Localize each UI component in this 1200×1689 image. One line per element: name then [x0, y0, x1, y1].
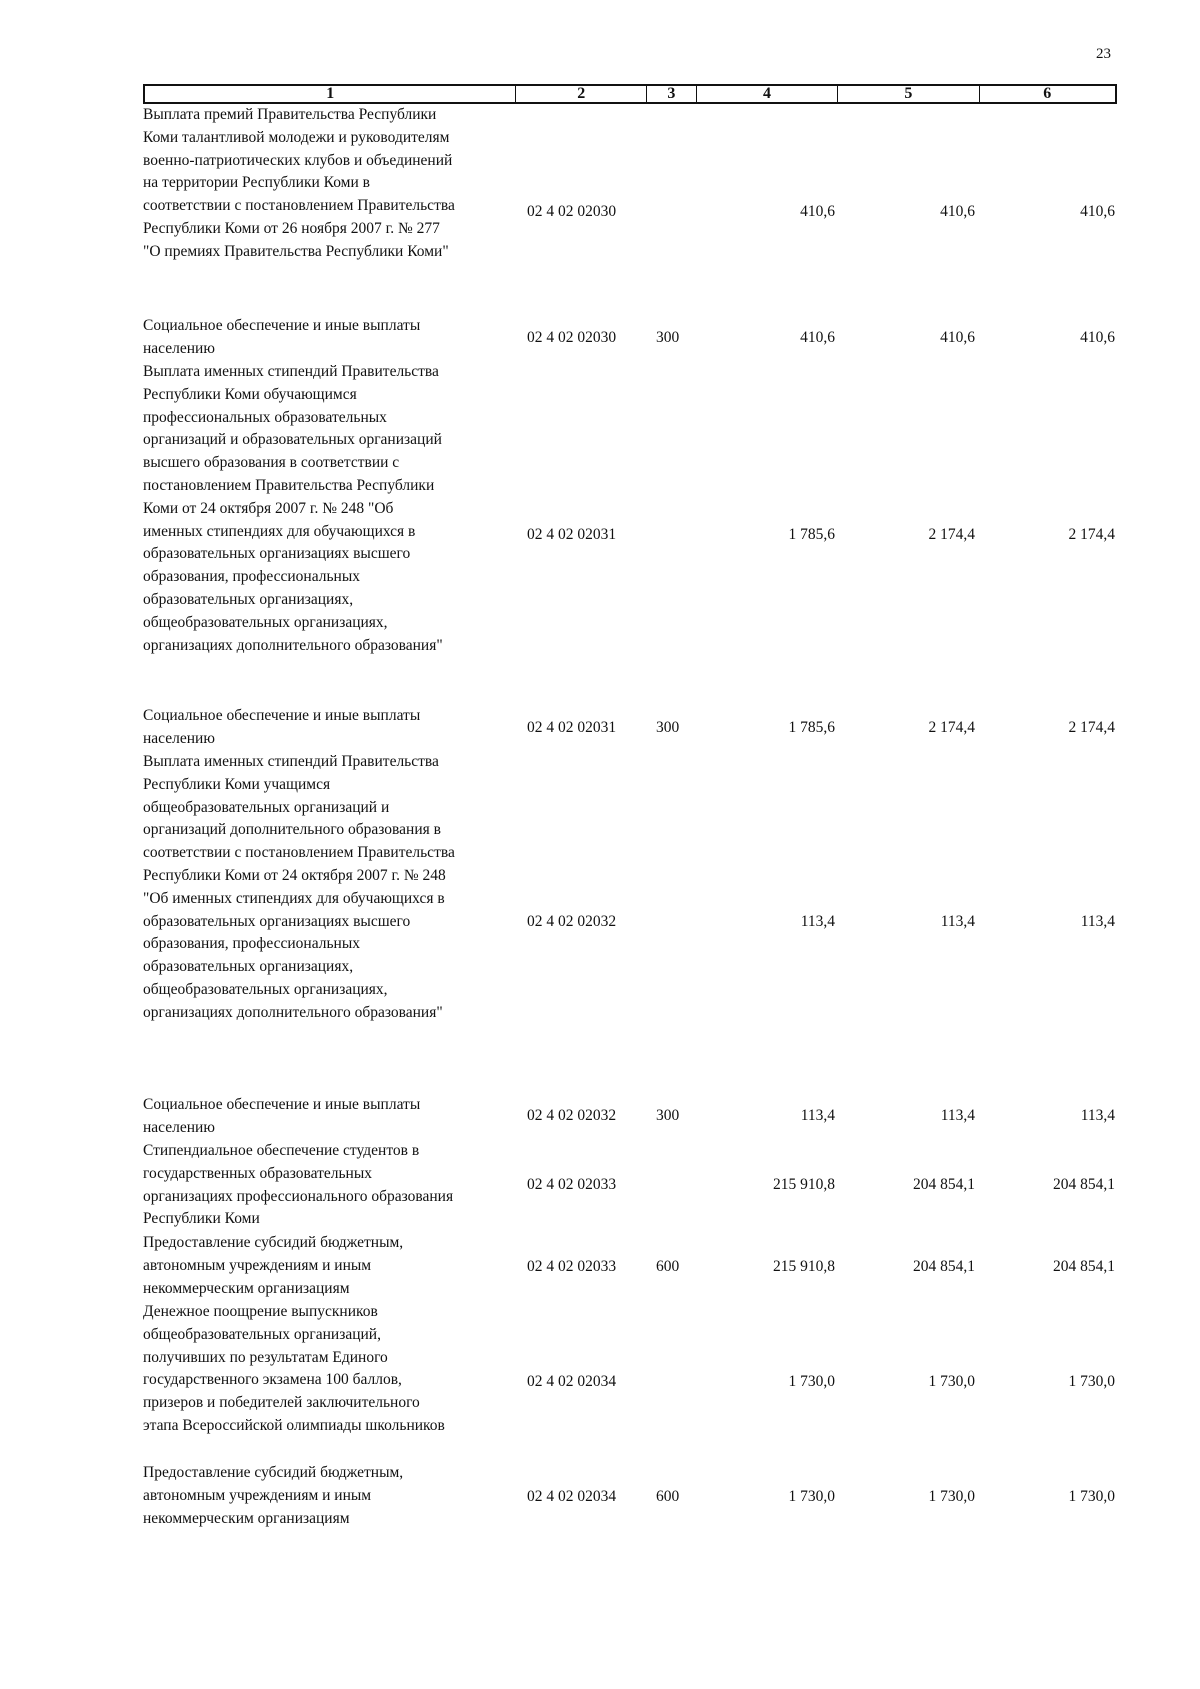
row-value-6: 113,4 — [1080, 913, 1115, 930]
row-value-5: 1 730,0 — [928, 1488, 975, 1505]
row-value-6: 113,4 — [1080, 1107, 1115, 1124]
row-value-6: 1 730,0 — [1068, 1373, 1115, 1390]
row-description: Предоставление субсидий бюджетным, автономным учреждениям и иным некоммерческим организациям — [143, 1464, 404, 1527]
row-value-6: 204 854,1 — [1053, 1176, 1115, 1193]
row-value-4: 1 785,6 — [788, 526, 835, 543]
row-value-6: 204 854,1 — [1053, 1258, 1115, 1275]
column-header-5: 5 — [838, 86, 979, 102]
row-description: Выплата премий Правительства Республики Коми талантливой молодежи и руководителям военно-патриотических клубов и объединений на территории Республики Коми в соответствии с постановлением Правительства Республики Коми от 26 ноября 2007 г. № 277 "О премиях Правительства Республики Коми" — [143, 106, 455, 260]
row-description: Выплата именных стипендий Правительства Республики Коми обучающимся профессиональных образовательных организаций и образовательных организаций высшего образования в соответствии с постановлением Правительства Республики Коми от 24 октября 2007 г. № 248 "Об именных стипендиях для обучающихся в образовательных организациях высшего образования, профессиональных образовательных организациях, общеобразовательных организациях, организациях дополнительного образования" — [143, 363, 443, 654]
row-description: Денежное поощрение выпускников общеобразовательных организаций, получивших по результатам Единого государственного экзамена 100 баллов, призеров и победителей заключительного этапа Всероссийской олимпиады школьников — [143, 1303, 445, 1434]
column-header-4: 4 — [697, 86, 838, 102]
row-expense-type: 600 — [656, 1488, 680, 1505]
row-code: 02 4 02 02032 — [527, 1107, 617, 1124]
row-expense-type: 300 — [656, 1107, 680, 1124]
row-value-4: 215 910,8 — [773, 1176, 835, 1193]
row-value-5: 410,6 — [940, 203, 975, 220]
row-description: Предоставление субсидий бюджетным, автономным учреждениям и иным некоммерческим организациям — [143, 1234, 404, 1297]
row-expense-type: 600 — [656, 1258, 680, 1275]
row-value-6: 410,6 — [1080, 203, 1115, 220]
column-header-6: 6 — [1043, 85, 1052, 102]
row-value-4: 113,4 — [800, 913, 835, 930]
column-header-row — [143, 84, 1117, 104]
row-value-4: 1 785,6 — [788, 719, 835, 736]
row-value-5: 1 730,0 — [928, 1373, 975, 1390]
row-value-5: 410,6 — [940, 329, 975, 346]
row-value-4: 1 730,0 — [788, 1373, 835, 1390]
row-value-5: 113,4 — [940, 1107, 975, 1124]
row-code: 02 4 02 02031 — [527, 719, 617, 736]
row-expense-type: 300 — [656, 719, 680, 736]
row-value-6: 2 174,4 — [1068, 719, 1115, 736]
column-header-2: 2 — [516, 86, 646, 102]
page-number: 23 — [1096, 46, 1111, 62]
row-code: 02 4 02 02033 — [527, 1258, 617, 1275]
row-code: 02 4 02 02030 — [527, 329, 617, 346]
row-code: 02 4 02 02030 — [527, 203, 617, 220]
row-value-4: 1 730,0 — [788, 1488, 835, 1505]
row-code: 02 4 02 02034 — [527, 1488, 617, 1505]
row-expense-type: 300 — [656, 329, 680, 346]
row-description: Социальное обеспечение и иные выплаты населению — [143, 317, 421, 357]
column-header-3: 3 — [647, 86, 697, 102]
row-value-5: 113,4 — [940, 913, 975, 930]
column-header-1: 1 — [145, 86, 516, 102]
row-code: 02 4 02 02033 — [527, 1176, 617, 1193]
row-description: Стипендиальное обеспечение студентов в государственных образовательных организациях профессионального образования Республики Коми — [143, 1142, 454, 1228]
row-value-6: 410,6 — [1080, 329, 1115, 346]
row-value-4: 113,4 — [800, 1107, 835, 1124]
row-description: Социальное обеспечение и иные выплаты населению — [143, 707, 421, 747]
row-description: Выплата именных стипендий Правительства Республики Коми учащимся общеобразовательных организаций и организаций дополнительного образования в соответствии с постановлением Правительства Республики Коми от 24 октября 2007 г. № 248 "Об именных стипендиях для обучающихся в образовательных организациях высшего образования, профессиональных образовательных организациях, общеобразовательных организациях, организациях дополнительного образования" — [143, 753, 455, 1021]
row-value-6: 2 174,4 — [1068, 526, 1115, 543]
row-value-4: 410,6 — [800, 329, 835, 346]
row-value-6: 1 730,0 — [1068, 1488, 1115, 1505]
row-value-4: 215 910,8 — [773, 1258, 835, 1275]
row-value-4: 410,6 — [800, 203, 835, 220]
row-code: 02 4 02 02031 — [527, 526, 617, 543]
row-value-5: 204 854,1 — [913, 1258, 975, 1275]
row-value-5: 2 174,4 — [928, 719, 975, 736]
row-value-5: 2 174,4 — [928, 526, 975, 543]
row-description: Социальное обеспечение и иные выплаты населению — [143, 1096, 421, 1136]
row-code: 02 4 02 02034 — [527, 1373, 617, 1390]
row-value-5: 204 854,1 — [913, 1176, 975, 1193]
row-code: 02 4 02 02032 — [527, 913, 617, 930]
